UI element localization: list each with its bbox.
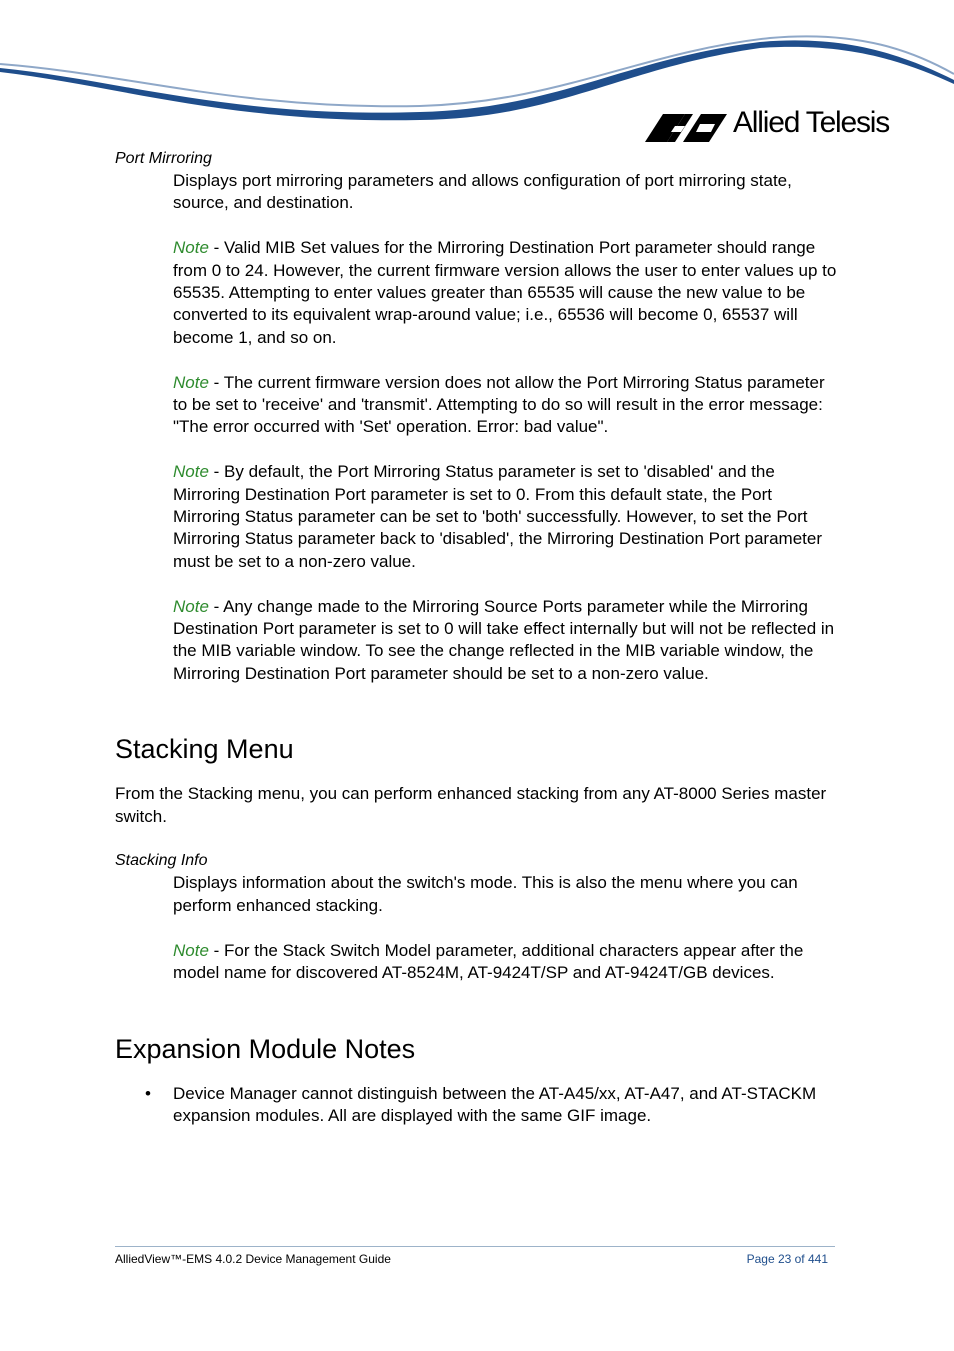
- list-item: [115, 1083, 840, 1128]
- note-text: - Any change made to the Mirroring Source Ports parameter while the Mirroring Destination Port parameter is set to 0 will take effect internally but will not be reflected in the MIB variable window. To see the change reflected in the MIB variable window, the Mirroring Destination Port parameter should be set to a non-zero value.: [173, 596, 835, 683]
- expansion-bullet-list: [115, 1083, 840, 1128]
- port-mirroring-description: Displays port mirroring parameters and allows configuration of port mirroring state, source, and destination.: [173, 171, 792, 213]
- page-content: [115, 148, 840, 1127]
- note-label: Note: [173, 462, 209, 482]
- stacking-menu-heading: Stacking Menu: [115, 734, 294, 765]
- stacking-info-title: Stacking Info: [115, 852, 208, 870]
- logo-text: Allied Telesis: [733, 106, 890, 139]
- note-label: Note: [173, 238, 209, 258]
- note-text: - For the Stack Switch Model parameter, additional characters appear after the model name for discovered AT-8524M, AT-9424T/SP and AT-9424T/GB devices.: [173, 940, 804, 983]
- footer-page-number: Page 23 of 441: [746, 1252, 828, 1266]
- list-item-text: Device Manager cannot distinguish between the AT-A45/xx, AT-A47, and AT-STACKM expansion modules. All are displayed with the same GIF image.: [173, 1083, 817, 1125]
- stacking-intro: From the Stacking menu, you can perform enhanced stacking from any AT-8000 Series master switch.: [115, 784, 827, 826]
- footer-document-title: AlliedView™-EMS 4.0.2 Device Management Guide: [115, 1252, 391, 1266]
- note-text: - The current firmware version does not allow the Port Mirroring Status parameter to be set to 'receive' and 'transmit'. Attempting to do so will result in the error message: "The error occurred with 'Set' operation. Error: bad value".: [173, 372, 825, 437]
- note-label: Note: [173, 596, 209, 616]
- stacking-info-description: Displays information about the switch's mode. This is also the menu where you can perform enhanced stacking.: [173, 873, 798, 915]
- note-label: Note: [173, 372, 209, 392]
- note-paragraph: [173, 237, 840, 349]
- note-paragraph: [173, 940, 840, 985]
- bullet-icon: •: [145, 1083, 151, 1103]
- allied-telesis-logo: [645, 106, 905, 148]
- note-text: - Valid MIB Set values for the Mirroring Destination Port parameter should range from 0 to 24. However, the current firmware version allows the user to enter values up to 65535. Attempting to enter values greater than 65535 will cause the new value to be converted to its equivalent wrap-around value; i.e., 65536 will become 0, 65537 will become 1, and so on.: [173, 238, 837, 347]
- footer-divider: [115, 1246, 835, 1247]
- note-paragraph: [173, 372, 840, 439]
- note-text: - By default, the Port Mirroring Status parameter is set to 'disabled' and the Mirroring Destination Port parameter is set to 0. From this default state, the Port Mirroring Status parameter can be set to 'both' successfully. However, to set the Port Mirroring Status parameter back to 'disabled', the Mirroring Destination Port parameter must be set to a non-zero value.: [173, 462, 822, 571]
- expansion-module-notes-heading: Expansion Module Notes: [115, 1033, 416, 1064]
- port-mirroring-title: Port Mirroring: [115, 150, 212, 167]
- allied-telesis-logo-mark-icon: [645, 114, 727, 142]
- note-label: Note: [173, 940, 209, 960]
- note-paragraph: [173, 596, 840, 686]
- note-paragraph: [173, 461, 840, 573]
